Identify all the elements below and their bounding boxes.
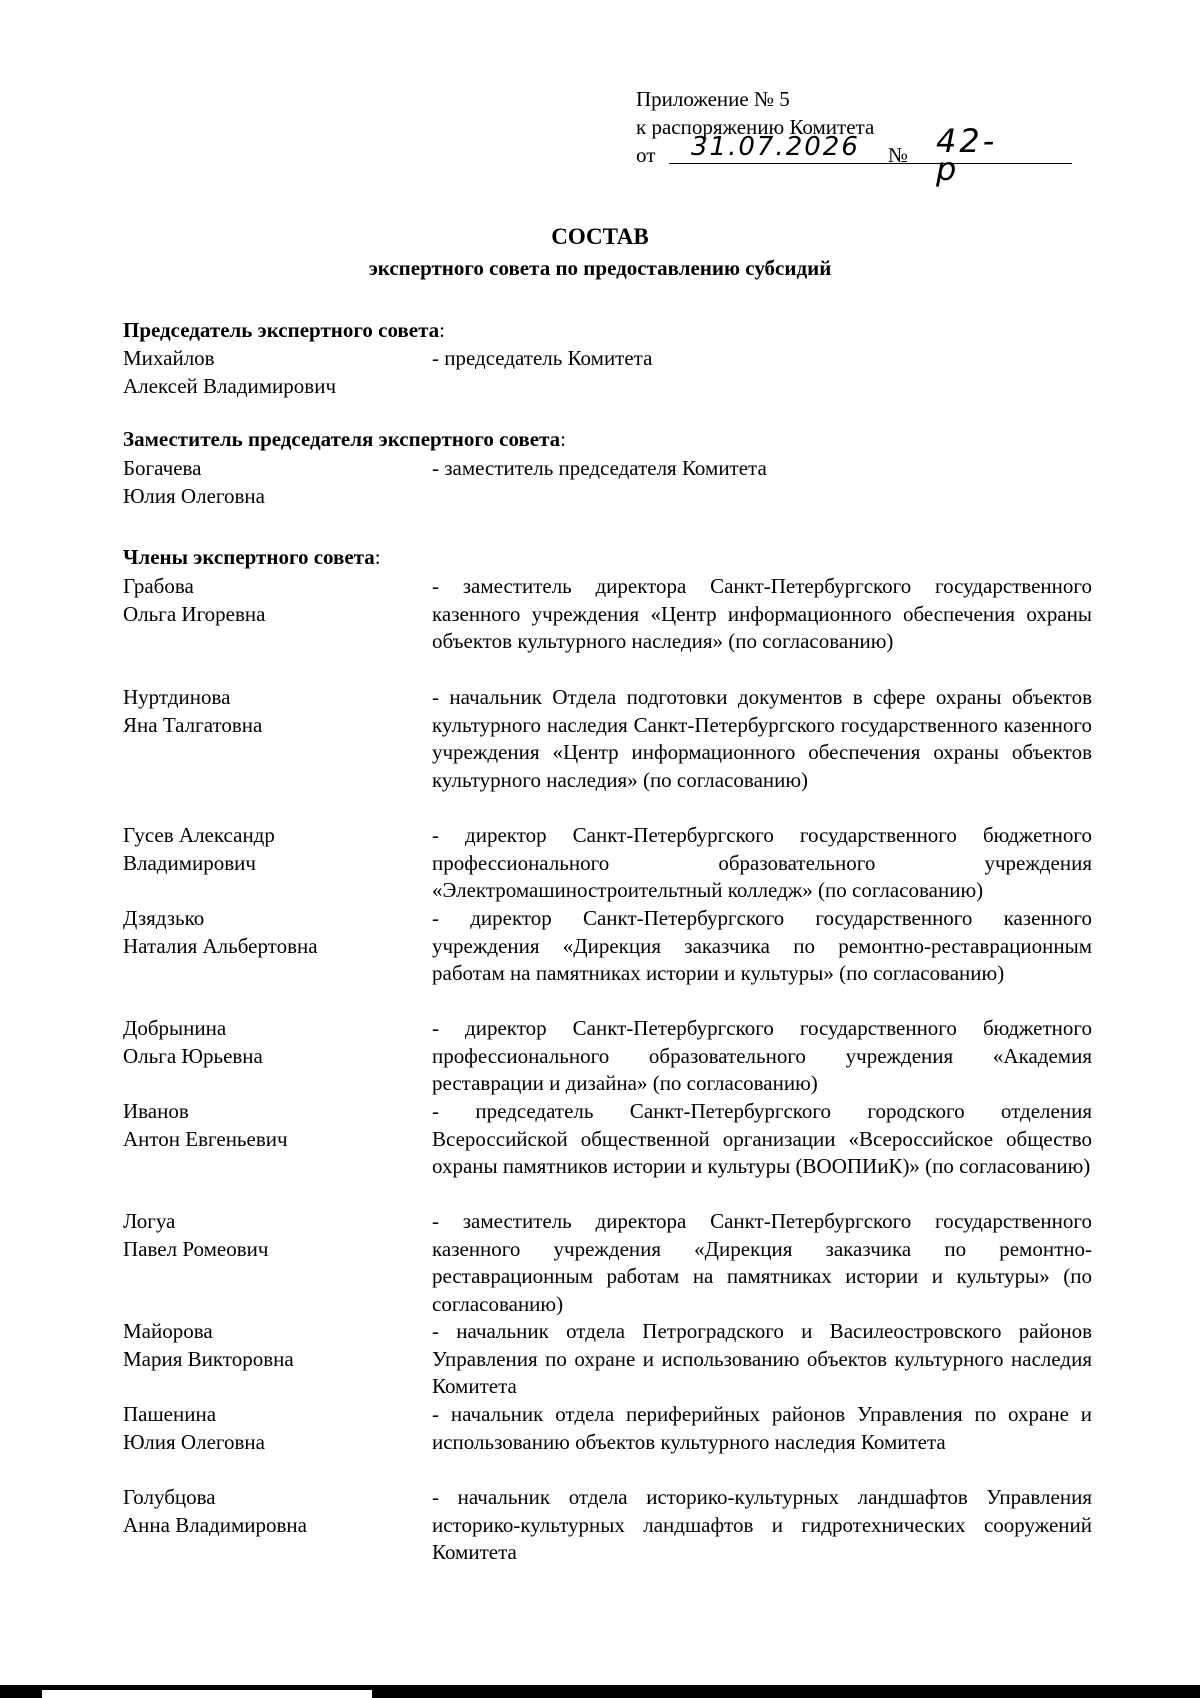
scan-border-gap (42, 1690, 372, 1698)
member-given-names: Ольга Игоревна (123, 601, 266, 626)
annex-order-reference: к распоряжению Комитета (636, 115, 875, 139)
member-surname: Нуртдинова (123, 685, 231, 709)
annex-header (636, 85, 998, 188)
member-role: - председатель Комитета (432, 346, 653, 370)
document-subtitle: экспертного совета по предоставлению субсидий (368, 256, 832, 280)
member-name (123, 1098, 423, 1153)
document-title: СОСТАВ (551, 224, 649, 249)
member-role: - заместитель директора Санкт-Петербургского государственного казенного учреждения «Центр информационного обеспечения охраны объектов культурного наследия» (по согласованию) (432, 574, 1092, 654)
member-role: - начальник отдела Петроградского и Василеостровского районов Управления по охране и использованию объектов культурного наследия Комитета (432, 1319, 1092, 1399)
member-name (123, 822, 423, 877)
member-name (123, 684, 423, 739)
member-given-names: Ольга Юрьевна (123, 1043, 263, 1068)
member-role: - заместитель директора Санкт-Петербургского государственного казенного учреждения «Дирекция заказчика по ремонтно-реставрационным работам на памятниках истории и культуры» (по согласованию) (432, 1209, 1092, 1316)
member-role: - директор Санкт-Петербургского государственного бюджетного профессионального образовательного учреждения «Академия реставрации и дизайна» (по согласованию) (432, 1016, 1092, 1096)
section-heading-text: Заместитель председателя экспертного совета (123, 427, 561, 451)
member-role: - заместитель председателя Комитета (432, 456, 767, 480)
member-name (123, 455, 423, 510)
member-name (123, 1484, 423, 1539)
member-surname: Майорова (123, 1319, 213, 1343)
member-surname: Богачева (123, 456, 202, 480)
member-given-names: Владимирович (123, 850, 256, 875)
member-given-names: Юлия Олеговна (123, 1429, 265, 1454)
member-role: - начальник отдела историко-культурных ландшафтов Управления историко-культурных ландшафтов и гидротехнических сооружений Комитета (432, 1485, 1092, 1565)
section-heading-chairman: Председатель экспертного совета: (123, 318, 446, 342)
member-name (123, 1015, 423, 1070)
member-role: - председатель Санкт-Петербургского городского отделения Всероссийской общественной организации «Всероссийское общество охраны памятников истории и культуры (ВООПИиК)» (по согласованию) (432, 1099, 1092, 1179)
section-heading-text: Члены экспертного совета (123, 545, 375, 569)
member-given-names: Юлия Олеговна (123, 483, 265, 508)
date-prefix: от (636, 143, 656, 167)
member-given-names: Анна Владимировна (123, 1512, 307, 1537)
member-surname: Гусев Александр (123, 823, 275, 847)
member-given-names: Антон Евгеньевич (123, 1126, 288, 1151)
member-role: - начальник Отдела подготовки документов в сфере охраны объектов культурного наследия Санкт-Петербургского государственного казенного учреждения «Центр информационного обеспечения охраны объектов культурного наследия» (по согласованию) (432, 685, 1092, 792)
annex-number: Приложение № 5 (636, 87, 790, 111)
member-surname: Пашенина (123, 1402, 217, 1426)
member-surname: Голубцова (123, 1485, 216, 1509)
member-name (123, 573, 423, 628)
number-sign: № (888, 143, 909, 167)
member-given-names: Алексей Владимирович (123, 373, 337, 398)
handwritten-order-number: 42-р (936, 122, 998, 188)
member-name (123, 1401, 423, 1456)
member-given-names: Наталия Альбертовна (123, 933, 318, 958)
member-surname: Иванов (123, 1099, 189, 1123)
member-name (123, 1318, 423, 1373)
member-given-names: Яна Талгатовна (123, 712, 263, 737)
member-role: - директор Санкт-Петербургского государственного казенного учреждения «Дирекция заказчика по ремонтно-реставрационным работам на памятниках истории и культуры» (по согласованию) (432, 906, 1092, 986)
member-surname: Михайлов (123, 346, 215, 370)
member-name (123, 905, 423, 960)
section-heading-deputy: Заместитель председателя экспертного совета: (123, 427, 566, 451)
section-heading-text: Председатель экспертного совета (123, 318, 440, 342)
member-surname: Добрынина (123, 1016, 227, 1040)
member-surname: Грабова (123, 574, 194, 598)
member-name (123, 1208, 423, 1263)
member-given-names: Павел Ромеович (123, 1236, 269, 1261)
member-surname: Дзядзько (123, 906, 205, 930)
member-role: - начальник отдела периферийных районов Управления по охране и использованию объектов культурного наследия Комитета (432, 1402, 1092, 1454)
section-heading-members: Члены экспертного совета: (123, 545, 381, 569)
member-name (123, 345, 423, 400)
date-underline (669, 163, 917, 164)
member-role: - директор Санкт-Петербургского государственного бюджетного профессионального образовательного учреждения «Электромашиностроительтный колледж» (по согласованию) (432, 823, 1092, 903)
member-given-names: Мария Викторовна (123, 1346, 294, 1371)
handwritten-date: 31.07.2026 (691, 132, 860, 162)
member-surname: Логуа (123, 1209, 176, 1233)
